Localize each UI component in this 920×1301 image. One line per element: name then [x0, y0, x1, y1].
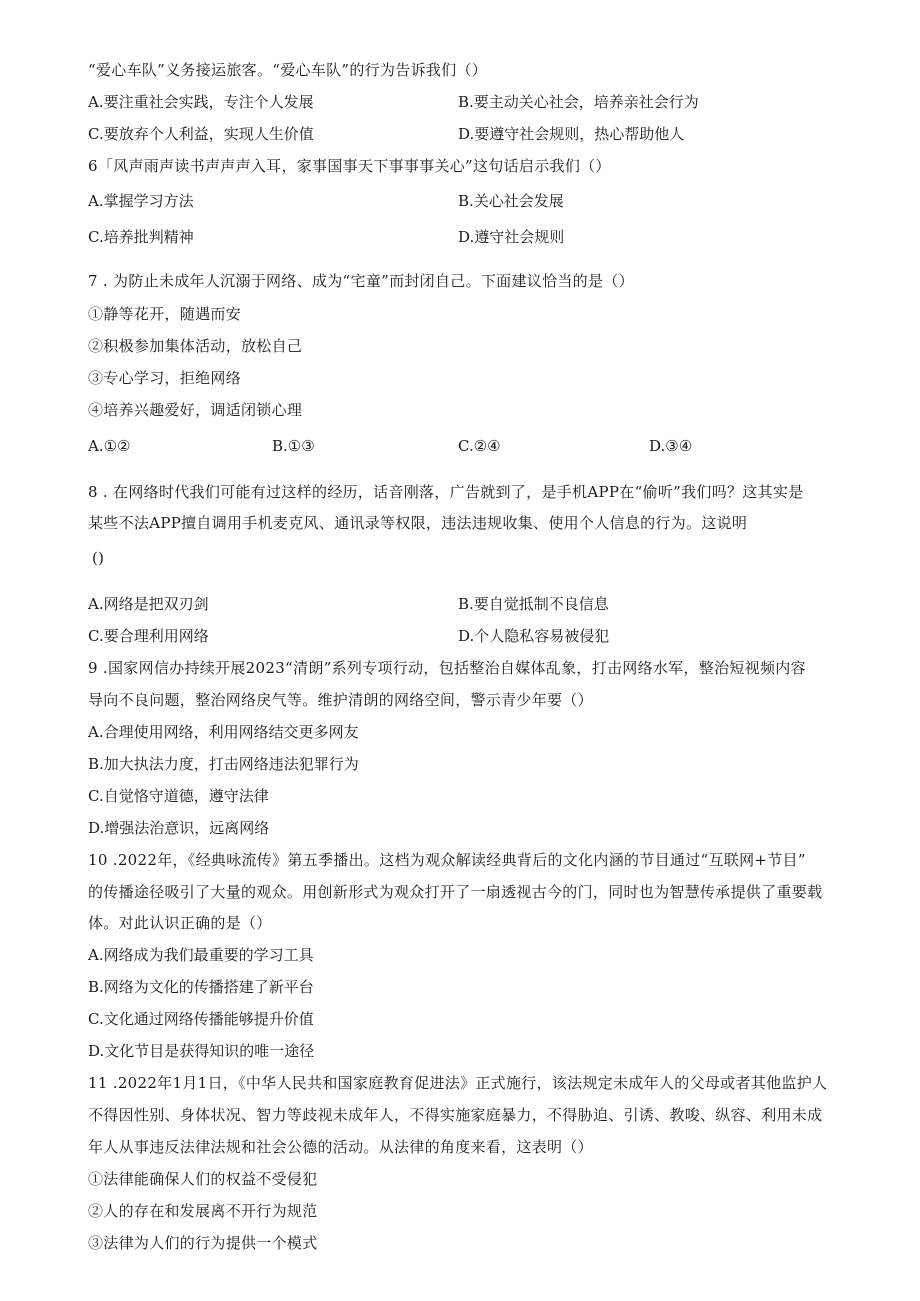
q8-stem-line-1: 8 . 在网络时代我们可能有过这样的经历，话音刚落，广告就到了，是手机APP在“偷听”我们吗？这其实是 — [88, 483, 804, 501]
q6-option-c[interactable]: C.培养批判精神 — [88, 228, 194, 246]
q10-option-c[interactable]: C.文化通过网络传播能够提升价值 — [88, 1010, 314, 1028]
q10-option-b[interactable]: B.网络为文化的传播搭建了新平台 — [88, 978, 314, 996]
q8-option-d[interactable]: D.个人隐私容易被侵犯 — [458, 627, 610, 645]
q8-option-b[interactable]: B.要自觉抵制不良信息 — [458, 595, 609, 613]
q7-item-2: ②积极参加集体活动，放松自己 — [88, 337, 303, 355]
q6-option-b[interactable]: B.关心社会发展 — [458, 192, 564, 210]
q10-stem-line-1: 10 .2022年，《经典咏流传》第五季播出。这档为观众解读经典背后的文化内涵的节目通过“互联网+节目” — [88, 851, 806, 869]
q7-item-4: ④培养兴趣爱好，调适闭锁心理 — [88, 401, 303, 419]
q6-option-a[interactable]: A.掌握学习方法 — [88, 192, 194, 210]
q9-option-d[interactable]: D.增强法治意识，远离网络 — [88, 819, 270, 837]
q5-option-c[interactable]: C.要放弃个人利益，实现人生价值 — [88, 125, 314, 143]
q10-stem-line-3: 体。对此认识正确的是（） — [88, 914, 272, 932]
q5-option-a[interactable]: A.要注重社会实践，专注个人发展 — [88, 93, 314, 111]
q9-option-c[interactable]: C.自觉恪守道德，遵守法律 — [88, 787, 269, 805]
q10-option-d[interactable]: D.文化节目是获得知识的唯一途径 — [88, 1042, 315, 1060]
q7-item-3: ③专心学习，拒绝网络 — [88, 369, 242, 387]
q8-stem-line-3: () — [92, 549, 105, 567]
q11-item-1: ①法律能确保人们的权益不受侵犯 — [88, 1170, 318, 1188]
q11-item-2: ②人的存在和发展离不开行为规范 — [88, 1202, 318, 1220]
q7-option-b[interactable]: B.①③ — [272, 437, 315, 455]
q8-option-c[interactable]: C.要合理利用网络 — [88, 627, 209, 645]
q7-option-d[interactable]: D.③④ — [649, 437, 693, 455]
q11-item-3: ③法律为人们的行为提供一个模式 — [88, 1234, 318, 1252]
q6-stem: 6「风声雨声读书声声声入耳，家事国事天下事事事关心”这句话启示我们（） — [88, 157, 611, 175]
q9-option-a[interactable]: A.合理使用网络，利用网络结交更多网友 — [88, 723, 359, 741]
q6-option-d[interactable]: D.遵守社会规则 — [458, 228, 565, 246]
q9-option-b[interactable]: B.加大执法力度，打击网络违法犯罪行为 — [88, 755, 359, 773]
q9-stem-line-2: 导向不良问题，整治网络戾气等。维护清朗的网络空间，警示青少年要（） — [88, 691, 593, 709]
q9-stem-line-1: 9 .国家网信办持续开展2023“清朗”系列专项行动，包括整治自媒体乱象，打击网络水军，整治短视频内容 — [88, 659, 806, 677]
q5-option-b[interactable]: B.要主动关心社会，培养亲社会行为 — [458, 93, 699, 111]
q7-option-c[interactable]: C.②④ — [458, 437, 501, 455]
q7-stem: 7 . 为防止未成年人沉溺于网络、成为“宅童”而封闭自己。下面建议恰当的是（） — [88, 272, 634, 290]
q7-item-1: ①静等花开，随遇而安 — [88, 305, 242, 323]
q10-option-a[interactable]: A.网络成为我们最重要的学习工具 — [88, 946, 314, 964]
q7-option-a[interactable]: A.①② — [88, 437, 131, 455]
q5-stem: “爱心车队”义务接运旅客。“爱心车队”的行为告诉我们（） — [88, 61, 488, 79]
q11-stem-line-3: 年人从事违反法律法规和社会公德的活动。从法律的角度来看，这表明（） — [88, 1138, 593, 1156]
q11-stem-line-1: 11 .2022年1月1日，《中华人民共和国家庭教育促进法》正式施行，该法规定未成年人的父母或者其他监护人 — [88, 1074, 828, 1092]
q8-stem-line-2: 某些不法APP擅自调用手机麦克风、通讯录等权限，违法违规收集、使用个人信息的行为。这说明 — [88, 514, 748, 532]
q8-option-a[interactable]: A.网络是把双刃剑 — [88, 595, 209, 613]
q11-stem-line-2: 不得因性别、身体状况、智力等歧视未成年人，不得实施家庭暴力，不得胁迫、引诱、教唆、纵容、利用未成 — [88, 1106, 823, 1124]
q10-stem-line-2: 的传播途径吸引了大量的观众。用创新形式为观众打开了一扇透视古今的门，同时也为智慧传承提供了重要载 — [88, 883, 823, 901]
q5-option-d[interactable]: D.要遵守社会规则，热心帮助他人 — [458, 125, 685, 143]
